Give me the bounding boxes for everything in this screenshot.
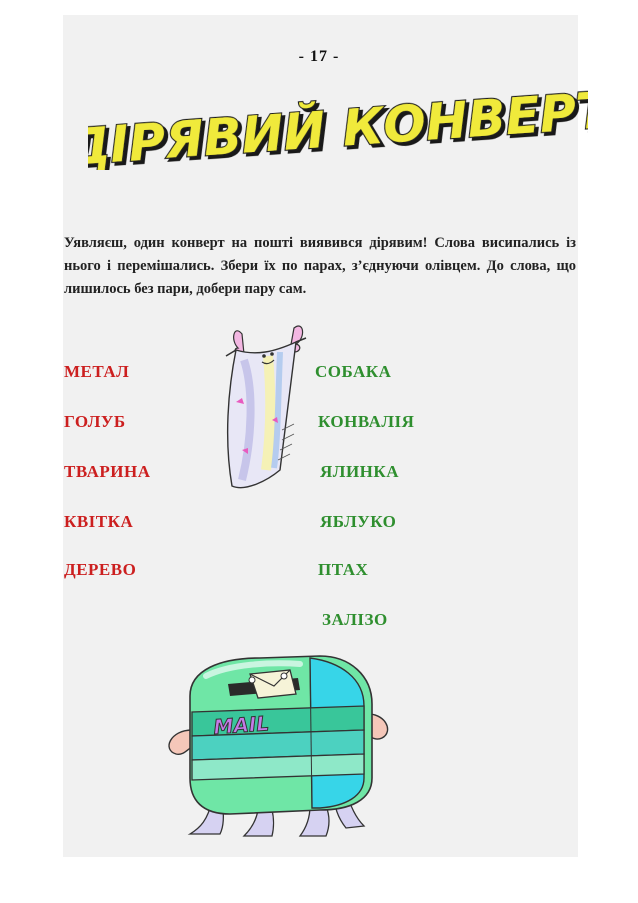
word-left: ДЕРЕВО bbox=[64, 560, 137, 579]
flying-envelope-illustration bbox=[208, 320, 312, 500]
word-right: ПТАХ bbox=[318, 560, 369, 579]
page-title-text: ДІРЯВИЙ КОНВЕРТ bbox=[88, 81, 588, 170]
word-left: ГОЛУБ bbox=[64, 412, 126, 431]
title-graphic bbox=[88, 80, 588, 170]
mailbox-label: MAIL bbox=[212, 711, 270, 739]
word-left: ТВАРИНА bbox=[64, 462, 151, 481]
word-left: КВІТКА bbox=[64, 512, 134, 531]
word-right: ЯБЛУКО bbox=[320, 512, 397, 531]
page-number: - 17 - bbox=[298, 48, 340, 65]
word-right: ЯЛИНКА bbox=[320, 462, 399, 481]
mailbox-illustration bbox=[150, 650, 400, 840]
instruction-text: Уявляєш, один конверт на пошті виявився дірявим! Слова висипались із нього і перемішались. Збери їх по парах, з’єднуючи олівцем. До слова, що лишилось без пари, добери пару сам. bbox=[64, 235, 576, 297]
word-right: КОНВАЛІЯ bbox=[318, 412, 415, 431]
page-title bbox=[88, 80, 588, 170]
word-left: МЕТАЛ bbox=[64, 362, 130, 381]
word-right: СОБАКА bbox=[315, 362, 392, 381]
word-right: ЗАЛІЗО bbox=[322, 610, 388, 629]
